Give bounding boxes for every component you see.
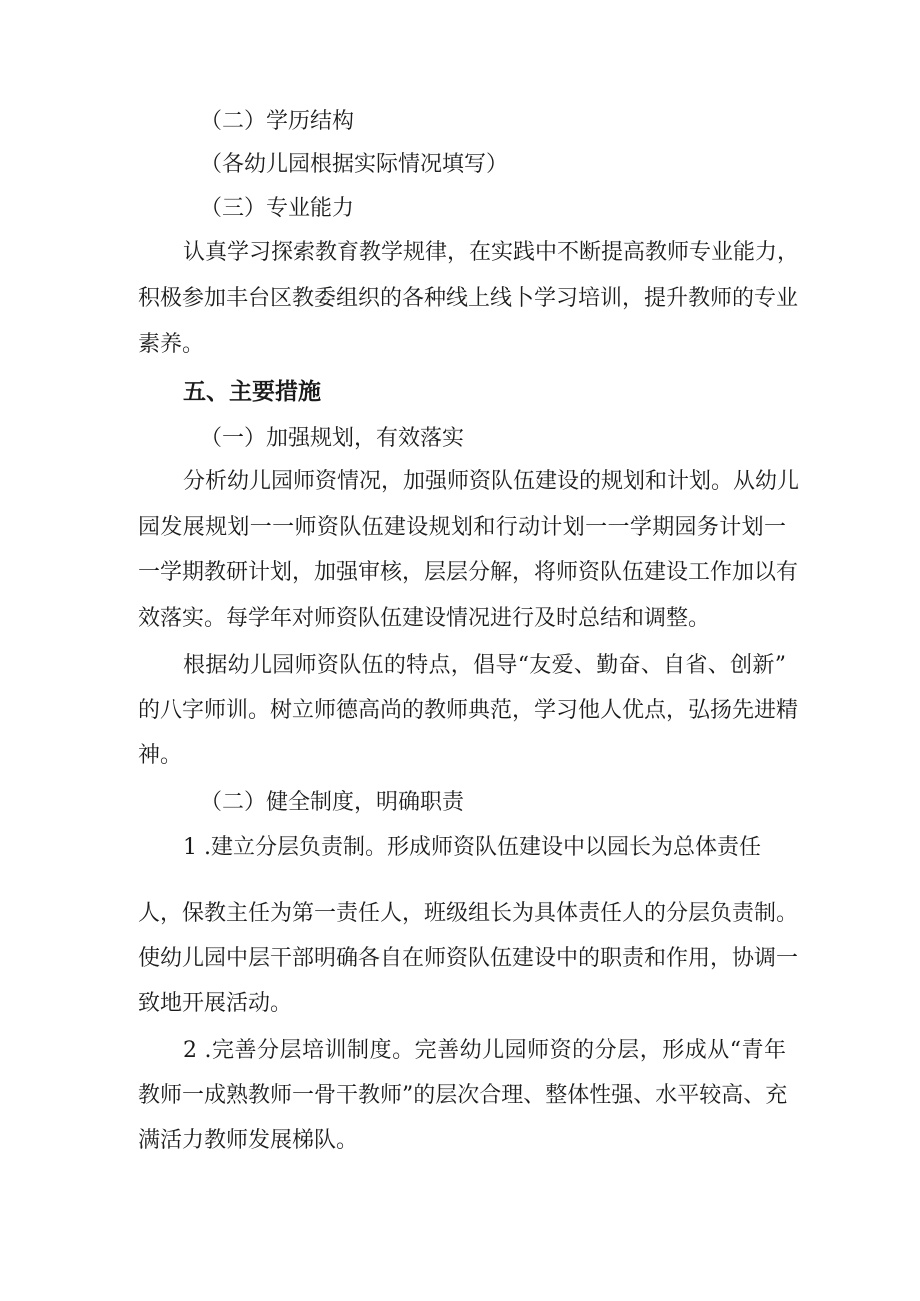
paragraph-line: 积极参加丰台区教委组织的各种线上线卜学习培训，提升教师的专业	[138, 286, 799, 311]
paragraph-line: 教师一成熟教师一骨干教师”的层次合理、整体性强、水平较高、充	[138, 1083, 788, 1108]
paragraph-line: 的八字师训。树立师德高尚的教师典范，学习他人优点，弘扬先进精	[138, 698, 799, 723]
paragraph-line: 效落实。每学年对师资队伍建设情况进行及时总结和调整。	[138, 606, 711, 631]
paragraph-line: 分析幼儿园师资情况，加强师资队伍建设的规划和计划。从幼儿	[183, 469, 800, 494]
paragraph-line: 满活力教师发展梯队。	[138, 1128, 359, 1153]
paragraph-line: 一学期教研计划，加强审核，层层分解，将师资队伍建设工作加以有	[138, 560, 799, 585]
paragraph-line: 1 .建立分层负责制。形成师资队伍建设中以园长为总体责任	[183, 835, 761, 860]
paragraph-line: 2 .完善分层培训制度。完善幼儿园师资的分层，形成从“青年	[183, 1038, 786, 1063]
paragraph-line: 神。	[138, 743, 183, 768]
subsection-heading-system: （二）健全制度，明确职责	[200, 790, 465, 815]
paragraph-line: 园发展规划一一师资队伍建设规划和行动计划一一学期园务计划一	[138, 515, 786, 540]
paragraph-line: 认真学习探索教育教学规律，在实践中不断提高教师专业能力，	[183, 240, 800, 265]
section-heading-main-measures: 五、主要措施	[183, 379, 321, 405]
subsection-heading-professional-ability: （三）专业能力	[200, 196, 355, 221]
subsection-heading-education-structure: （二）学历结构	[200, 109, 355, 134]
paragraph-line: 使幼儿园中层干部明确各自在师资队伍建设中的职责和作用，协调一	[138, 946, 799, 971]
fill-in-note: （各幼儿园根据实际情况填写）	[200, 152, 509, 177]
paragraph-line: 人，保教主任为第一责任人，班级组长为具体责任人的分层负责制。	[138, 901, 799, 926]
subsection-heading-planning: （一）加强规划，有效落实	[200, 426, 465, 451]
paragraph-line: 根据幼儿园师资队伍的特点，倡导“友爱、勤奋、自省、创新”	[183, 653, 786, 678]
paragraph-line: 素养。	[138, 332, 205, 357]
paragraph-line: 致地开展活动。	[138, 991, 293, 1016]
